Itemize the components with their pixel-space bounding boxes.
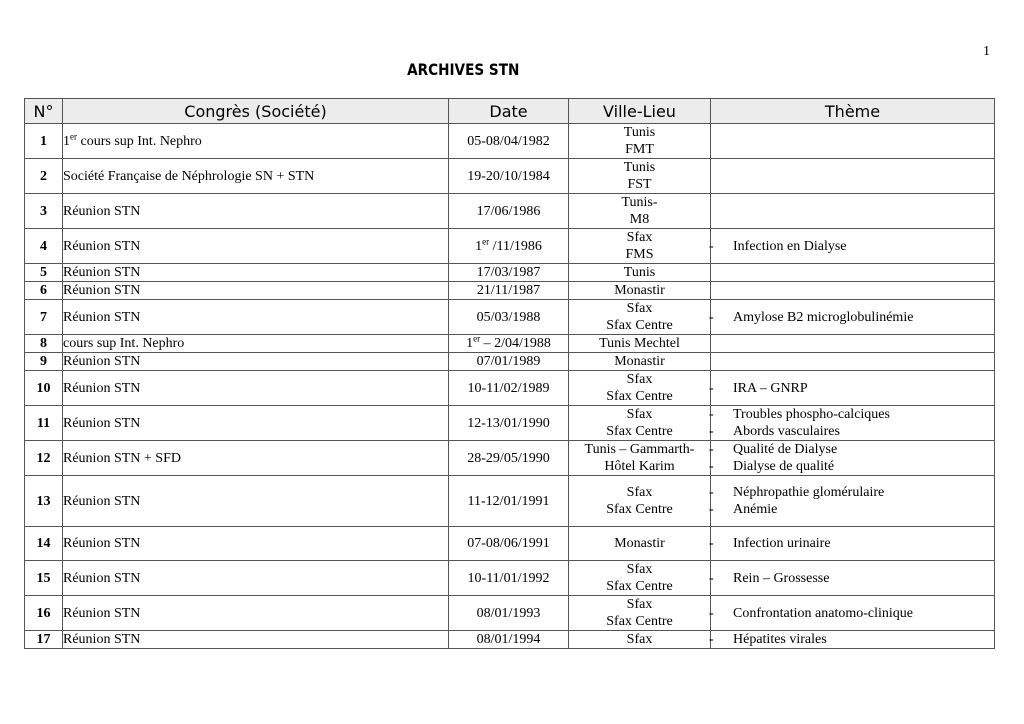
table-row (25, 159, 995, 194)
date-text: 07/01/1989 (476, 354, 541, 369)
lieu-line: Monastir (614, 536, 665, 551)
theme-cell (711, 335, 995, 353)
theme-text: Amylose B2 microglobulinémie (733, 309, 914, 325)
lieu-line: Monastir (614, 283, 665, 298)
lieu-cell (569, 124, 711, 159)
theme-item (711, 238, 994, 255)
header-date: Date (449, 99, 569, 124)
lieu-line: FST (627, 177, 652, 192)
congres-superscript: er (70, 130, 77, 141)
lieu-line: Monastir (614, 354, 665, 369)
date-cell (449, 527, 569, 561)
table-row (25, 124, 995, 159)
congres-cell (63, 371, 449, 406)
congres-cell (63, 264, 449, 282)
theme-dash: - (709, 502, 714, 517)
theme-cell (711, 264, 995, 282)
theme-text: IRA – GNRP (733, 380, 808, 396)
table-row (25, 335, 995, 353)
lieu-cell (569, 335, 711, 353)
congres-cell (63, 300, 449, 335)
row-number: 12 (25, 441, 63, 476)
row-number: 16 (25, 596, 63, 631)
theme-text: Infection en Dialyse (733, 238, 847, 254)
theme-item (711, 631, 994, 648)
theme-text: Anémie (733, 502, 778, 517)
lieu-cell (569, 476, 711, 527)
congres-cell (63, 631, 449, 649)
congres-text: Réunion STN (63, 238, 141, 254)
theme-cell (711, 282, 995, 300)
lieu-cell (569, 353, 711, 371)
theme-text: Abords vasculaires (733, 424, 840, 439)
congres-text: Réunion STN (63, 536, 141, 551)
theme-item (711, 380, 994, 397)
date-superscript: er (473, 333, 481, 344)
theme-cell (711, 527, 995, 561)
table-row (25, 229, 995, 264)
congres-cell (63, 159, 449, 194)
lieu-cell (569, 159, 711, 194)
theme-cell (711, 194, 995, 229)
congres-cell (63, 441, 449, 476)
theme-cell (711, 476, 995, 527)
date-cell (449, 264, 569, 282)
date-text: 05/03/1988 (476, 309, 541, 325)
header-lieu: Ville-Lieu (569, 99, 711, 124)
table-row (25, 353, 995, 371)
lieu-line: Sfax (626, 301, 653, 316)
theme-dash: - (709, 407, 714, 422)
theme-dash: - (709, 605, 714, 621)
theme-text: Infection urinaire (733, 536, 831, 551)
theme-text: Troubles phospho-calciques (733, 407, 890, 422)
table-header-row (25, 99, 995, 124)
theme-text: Rein – Grossesse (733, 570, 830, 586)
date-cell (449, 476, 569, 527)
theme-cell (711, 561, 995, 596)
theme-cell (711, 353, 995, 371)
row-number: 11 (25, 406, 63, 441)
congres-text: 1 (63, 133, 70, 149)
lieu-line: Sfax (626, 230, 653, 245)
date-superscript: er (482, 235, 490, 246)
header-theme: Thème (711, 99, 995, 124)
table-row (25, 282, 995, 300)
congres-text: Réunion STN (63, 309, 141, 325)
congres-text: Réunion STN (63, 415, 141, 431)
page-number: 1 (983, 44, 990, 59)
theme-dash: - (709, 309, 714, 325)
congres-text: Réunion STN (63, 605, 141, 621)
lieu-line: Sfax (626, 407, 653, 422)
theme-item (711, 406, 994, 423)
congres-cell (63, 229, 449, 264)
table-row (25, 561, 995, 596)
table-row (25, 441, 995, 476)
date-text: 10-11/02/1989 (467, 380, 550, 396)
theme-item (711, 501, 994, 518)
header-num: N° (25, 99, 63, 124)
lieu-line: Tunis – Gammarth- (584, 442, 695, 457)
lieu-cell (569, 300, 711, 335)
congres-text: Réunion STN (63, 283, 141, 298)
lieu-line: Tunis- (621, 195, 658, 210)
row-number: 13 (25, 476, 63, 527)
table-row (25, 631, 995, 649)
theme-dash: - (709, 632, 714, 647)
congres-cell (63, 476, 449, 527)
date-cell (449, 631, 569, 649)
row-number: 7 (25, 300, 63, 335)
lieu-cell (569, 527, 711, 561)
row-number: 1 (25, 124, 63, 159)
table-row (25, 371, 995, 406)
lieu-cell (569, 631, 711, 649)
table-row (25, 476, 995, 527)
congres-cell (63, 406, 449, 441)
lieu-line: Sfax (626, 372, 653, 387)
date-cell (449, 596, 569, 631)
date-text: 1 (475, 238, 483, 254)
archives-table (24, 98, 995, 649)
theme-cell (711, 300, 995, 335)
date-text: 12-13/01/1990 (467, 415, 550, 431)
theme-dash: - (709, 424, 714, 439)
date-text: 07-08/06/1991 (467, 536, 550, 551)
row-number: 6 (25, 282, 63, 300)
congres-text: Réunion STN (63, 570, 141, 586)
table-row (25, 300, 995, 335)
lieu-cell (569, 371, 711, 406)
congres-cell (63, 335, 449, 353)
theme-dash: - (709, 536, 714, 551)
lieu-line: Hôtel Karim (604, 459, 675, 474)
table-row (25, 194, 995, 229)
date-cell (449, 282, 569, 300)
date-cell (449, 229, 569, 264)
theme-dash: - (709, 459, 714, 474)
lieu-cell (569, 282, 711, 300)
date-cell (449, 353, 569, 371)
lieu-line: Tunis (623, 265, 656, 280)
lieu-cell (569, 264, 711, 282)
congres-cell (63, 527, 449, 561)
lieu-cell (569, 194, 711, 229)
theme-cell (711, 596, 995, 631)
congres-text: Réunion STN (63, 493, 141, 509)
theme-text: Dialyse de qualité (733, 459, 835, 474)
lieu-line: Sfax Centre (606, 614, 673, 629)
theme-dash: - (709, 442, 714, 457)
row-number: 4 (25, 229, 63, 264)
date-text: 28-29/05/1990 (467, 450, 550, 466)
date-text-rest: /11/1986 (489, 238, 542, 254)
theme-cell (711, 229, 995, 264)
table-row (25, 264, 995, 282)
row-number: 15 (25, 561, 63, 596)
theme-dash: - (709, 380, 714, 396)
theme-dash: - (709, 238, 714, 254)
theme-cell (711, 371, 995, 406)
lieu-line: Sfax Centre (606, 502, 673, 517)
table-row (25, 527, 995, 561)
lieu-line: Sfax (626, 562, 653, 577)
lieu-line: Sfax Centre (606, 389, 673, 404)
theme-item (711, 484, 994, 501)
congres-cell (63, 596, 449, 631)
date-text: 21/11/1987 (476, 283, 541, 298)
lieu-cell (569, 406, 711, 441)
row-number: 14 (25, 527, 63, 561)
page-title: ARCHIVES STN (407, 60, 520, 79)
lieu-line: Tunis (623, 125, 656, 140)
theme-cell (711, 124, 995, 159)
lieu-line: Sfax (626, 597, 653, 612)
theme-item (711, 458, 994, 475)
row-number: 8 (25, 335, 63, 353)
date-cell (449, 441, 569, 476)
date-text: 10-11/01/1992 (467, 570, 550, 586)
date-text: 1 (466, 336, 474, 351)
row-number: 10 (25, 371, 63, 406)
theme-text: Qualité de Dialyse (733, 442, 838, 457)
theme-text: Confrontation anatomo-clinique (733, 605, 914, 621)
date-text: 08/01/1993 (476, 605, 541, 621)
lieu-line: Sfax (626, 485, 653, 500)
congres-text: Réunion STN (63, 354, 141, 369)
date-cell (449, 561, 569, 596)
lieu-cell (569, 596, 711, 631)
date-text: 19-20/10/1984 (467, 168, 550, 184)
date-cell (449, 194, 569, 229)
congres-text: Société Française de Néphrologie SN + STN (63, 168, 315, 184)
table-row (25, 596, 995, 631)
theme-text: Néphropathie glomérulaire (733, 485, 885, 500)
theme-text: Hépatites virales (733, 632, 827, 647)
theme-dash: - (709, 485, 714, 500)
congres-cell (63, 194, 449, 229)
congres-text: Réunion STN (63, 265, 141, 280)
date-text: 08/01/1994 (476, 632, 541, 647)
date-cell (449, 159, 569, 194)
theme-item (711, 535, 994, 552)
lieu-cell (569, 229, 711, 264)
congres-cell (63, 124, 449, 159)
congres-text: Réunion STN + SFD (63, 450, 181, 466)
theme-item (711, 605, 994, 622)
lieu-line: Tunis (623, 160, 656, 175)
date-cell (449, 124, 569, 159)
theme-item (711, 441, 994, 458)
table-body (25, 124, 995, 649)
theme-dash: - (709, 570, 714, 586)
theme-cell (711, 631, 995, 649)
row-number: 2 (25, 159, 63, 194)
date-text-rest: – 2/04/1988 (480, 336, 551, 351)
congres-cell (63, 282, 449, 300)
date-text: 17/03/1987 (476, 265, 541, 280)
theme-item (711, 423, 994, 440)
date-cell (449, 335, 569, 353)
lieu-cell (569, 441, 711, 476)
date-text: 05-08/04/1982 (467, 133, 550, 149)
date-cell (449, 300, 569, 335)
lieu-line: Sfax Centre (606, 318, 673, 333)
congres-text: Réunion STN (63, 380, 141, 396)
row-number: 9 (25, 353, 63, 371)
lieu-line: FMS (625, 247, 654, 262)
header-congres: Congrès (Société) (63, 99, 449, 124)
congres-text: Réunion STN (63, 203, 141, 219)
theme-item (711, 309, 994, 326)
theme-cell (711, 406, 995, 441)
congres-text: cours sup Int. Nephro (63, 336, 185, 351)
row-number: 5 (25, 264, 63, 282)
date-cell (449, 406, 569, 441)
theme-cell (711, 441, 995, 476)
date-text: 11-12/01/1991 (467, 493, 550, 509)
date-text: 17/06/1986 (476, 203, 541, 219)
theme-item (711, 570, 994, 587)
lieu-cell (569, 561, 711, 596)
lieu-line: M8 (629, 212, 650, 227)
congres-cell (63, 561, 449, 596)
lieu-line: Tunis Mechtel (599, 336, 680, 351)
row-number: 3 (25, 194, 63, 229)
congres-cell (63, 353, 449, 371)
lieu-line: Sfax Centre (606, 424, 673, 439)
congres-text-rest: cours sup Int. Nephro (77, 133, 202, 149)
date-cell (449, 371, 569, 406)
congres-text: Réunion STN (63, 632, 141, 647)
lieu-line: Sfax Centre (606, 579, 673, 594)
lieu-line: FMT (625, 142, 654, 157)
lieu-line: Sfax (626, 632, 653, 647)
row-number: 17 (25, 631, 63, 649)
theme-cell (711, 159, 995, 194)
table-row (25, 406, 995, 441)
